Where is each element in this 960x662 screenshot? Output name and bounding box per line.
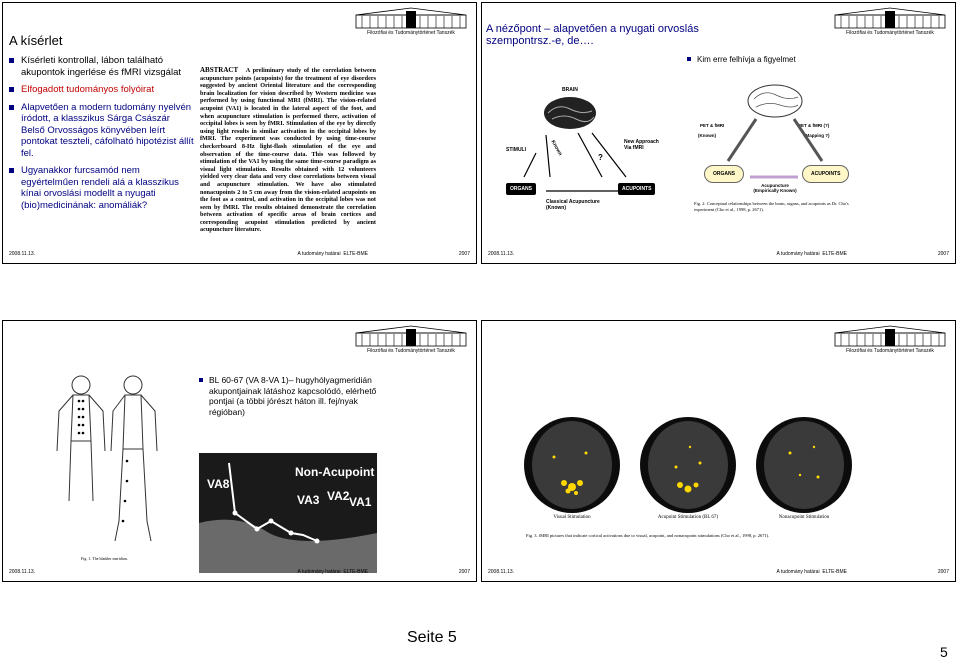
bullet-item: Alapvetően a modern tudomány nyelvén íródott, a klasszikus Sárga Császár Belső Orvosságos könyvében leírt pontokat teszteli, cáfolható hipotézist állít fel. [9, 102, 194, 160]
conceptual-relationship-figure [694, 83, 856, 213]
footer-date: 2008.11.13. [488, 569, 515, 575]
slide-footer [482, 569, 955, 577]
bullet-list [9, 55, 194, 217]
department-caption: Filozófiai és Tudománytörténet Tanszék [846, 348, 934, 354]
slide-title: A kísérlet [9, 33, 63, 48]
va3-label: VA3 [297, 493, 320, 507]
slide-footer [3, 569, 476, 577]
question-mark: ? [598, 153, 603, 162]
va1-label: VA1 [349, 495, 372, 509]
figure-2-caption: Fig. 2. Conceptual relationships between the brain, organs, and acupoints as Dr. Cho's experiment (Cho et al., 1998, p. 2671). [694, 201, 849, 212]
abstract-heading: ABSTRACT [200, 66, 239, 74]
stimuli-label: STIMULI [506, 147, 526, 153]
footer-course [297, 251, 368, 257]
university-building-icon [352, 7, 470, 29]
acupoints-box: ACUPOINTS [618, 183, 655, 195]
activation-spots-graphic [524, 417, 620, 513]
brain-label: BRAIN [562, 87, 578, 93]
bladder-meridian-figure [51, 371, 176, 561]
fmri-scan-nonacupoint [756, 417, 852, 513]
university-building-icon [352, 325, 470, 347]
page-number: 5 [940, 644, 948, 660]
classical-acupuncture-label: Classical Acupuncture (Known) [546, 199, 600, 211]
bullet-item: Ugyanakkor furcsamód nem egyértelműen rendeli alá a klasszikus kínai orvoslási modellt a nyugati (bio)medicinának: anomáliák? [9, 165, 194, 211]
acupuncture-label: Acupuncture (Empirically Known) [753, 183, 797, 193]
department-banner [831, 7, 949, 37]
bullet-item: Elfogadott tudományos folyóirat [9, 84, 194, 96]
university-building-icon [831, 325, 949, 347]
footer-institution: ELTE-BME [343, 569, 368, 575]
footer-course-name: A tudomány határai [776, 569, 820, 575]
va2-label: VA2 [327, 489, 350, 503]
footer-year: 2007 [458, 251, 470, 257]
acupoint-stimulation-label: Acupoint Stimulation (BL 67) [657, 515, 719, 520]
bullet-item: Kísérleti kontrollal, lábon található akupontok ingerlése és fMRI vizsgálat [9, 55, 194, 78]
page-label: Seite 5 [407, 629, 457, 646]
footer-institution: ELTE-BME [822, 251, 847, 257]
department-banner [352, 7, 470, 37]
slide-3 [2, 320, 477, 582]
acupuncture-approach-diagram [506, 81, 666, 211]
footer-course-name: A tudomány határai [297, 569, 341, 575]
footer-course [776, 251, 847, 257]
va8-label: VA8 [207, 477, 230, 491]
footer-course [297, 569, 368, 575]
footer-date: 2008.11.13. [9, 251, 36, 257]
fmri-scan-acupoint [640, 417, 736, 513]
pet-fmri-left-label: PET & fMRI [700, 123, 725, 128]
slide-2 [481, 2, 956, 264]
acupoints-pill: ACUPOINTS [802, 165, 849, 183]
footer-year: 2007 [458, 569, 470, 575]
department-caption: Filozófiai és Tudománytörténet Tanszék [367, 30, 455, 36]
bullet-item: Kim erre felhívja a figyelmet [687, 55, 796, 64]
footer-course-name: A tudomány határai [297, 251, 341, 257]
slide-footer [3, 251, 476, 259]
footer-course [776, 569, 847, 575]
bullet-item: BL 60-67 (VA 8-VA 1)– hugyhólyagmeridián akupontjainak látáshoz kapcsolódó, elérhető pontjai (a többi jórészt háton ill. fej/nyak régióban) [199, 375, 389, 417]
activation-spots-graphic [640, 417, 736, 513]
footer-institution: ELTE-BME [343, 251, 368, 257]
footer-institution: ELTE-BME [822, 569, 847, 575]
footer-date: 2008.11.13. [488, 251, 515, 257]
department-banner [352, 325, 470, 355]
foot-acupoints-photo [199, 453, 377, 573]
footer-date: 2008.11.13. [9, 569, 36, 575]
footer-course-name: A tudomány határai [776, 251, 820, 257]
footer-year: 2007 [937, 569, 949, 575]
department-caption: Filozófiai és Tudománytörténet Tanszék [846, 30, 934, 36]
mapping-label: (Mapping ?) [804, 133, 830, 138]
department-caption: Filozófiai és Tudománytörténet Tanszék [367, 348, 455, 354]
abstract-text [200, 67, 376, 234]
organs-pill: ORGANS [704, 165, 744, 183]
department-banner [831, 325, 949, 355]
new-approach-label: New Approach Via fMRI [624, 139, 659, 151]
nonacupoint-stimulation-label: Nonacupoint Stimulation [778, 515, 830, 520]
organs-box: ORGANS [506, 183, 536, 195]
figure-3-caption: Fig. 3. fMRI pictures that indicate cortical activations due to visual, acupoint, and nonacupoint stimulations (Cho et al., 1998, p. 2671). [526, 533, 770, 538]
visual-stimulation-label: Visual Stimulation [553, 515, 591, 520]
fmri-scan-visual [524, 417, 620, 513]
university-building-icon [831, 7, 949, 29]
footer-year: 2007 [937, 251, 949, 257]
slide-1 [2, 2, 477, 264]
non-acupoint-label: Non-Acupoint [295, 465, 375, 479]
pet-fmri-right-label: PET & fMRI (?) [798, 123, 830, 128]
known-left-label: (Known) [698, 133, 716, 138]
abstract-body: A preliminary study of the correlation between acupuncture points (acupoints) for the treatment of eye disorders suggested by ancient Oriental literature and the corresponding brain localization for vision described by Western medicine was performed by using functional MRI (fMRI). The vision-related acupoint (VA1) is located in the lateral aspect of the foot, and when acupuncture stimulation is performed there, activation of occipital lobes is seen by fMRI. Stimulation of the eye by directly using light results in similar activation in the occipital lobes by fMRI. The experiment was conducted by using time-course checkerboard 8-Hz light-flash stimulation of the eye and observation of the time-course data. This was followed by stimulation of the VA1 by using the same time-course paradigm as visual light stimulation. Results obtained with 12 volunteers yielded very clear data and very close correlations between visual and acupuncture stimulation. We have also stimulated nonacupoints 2 to 5 cm away from the vision-related acupoints on the foot as a control, and activation in the occipital lobes was not seen by fMRI. The results obtained demonstrate the correlation between activation of specific areas of brain cortices and corresponding acupoint stimulation predicted by ancient acupuncture literature. [200, 67, 376, 234]
relation-arrows-graphic [694, 83, 856, 213]
slide-4 [481, 320, 956, 582]
slide-footer [482, 251, 955, 259]
slide-title: A nézőpont – alapvetően a nyugati orvoslás szempontrsz.-e, de…. [486, 23, 699, 47]
known-label: Known [549, 139, 564, 157]
activation-spots-graphic [756, 417, 852, 513]
figure-1-caption: Fig. 1. The bladder meridian. [81, 556, 128, 561]
human-body-icon [51, 371, 176, 551]
